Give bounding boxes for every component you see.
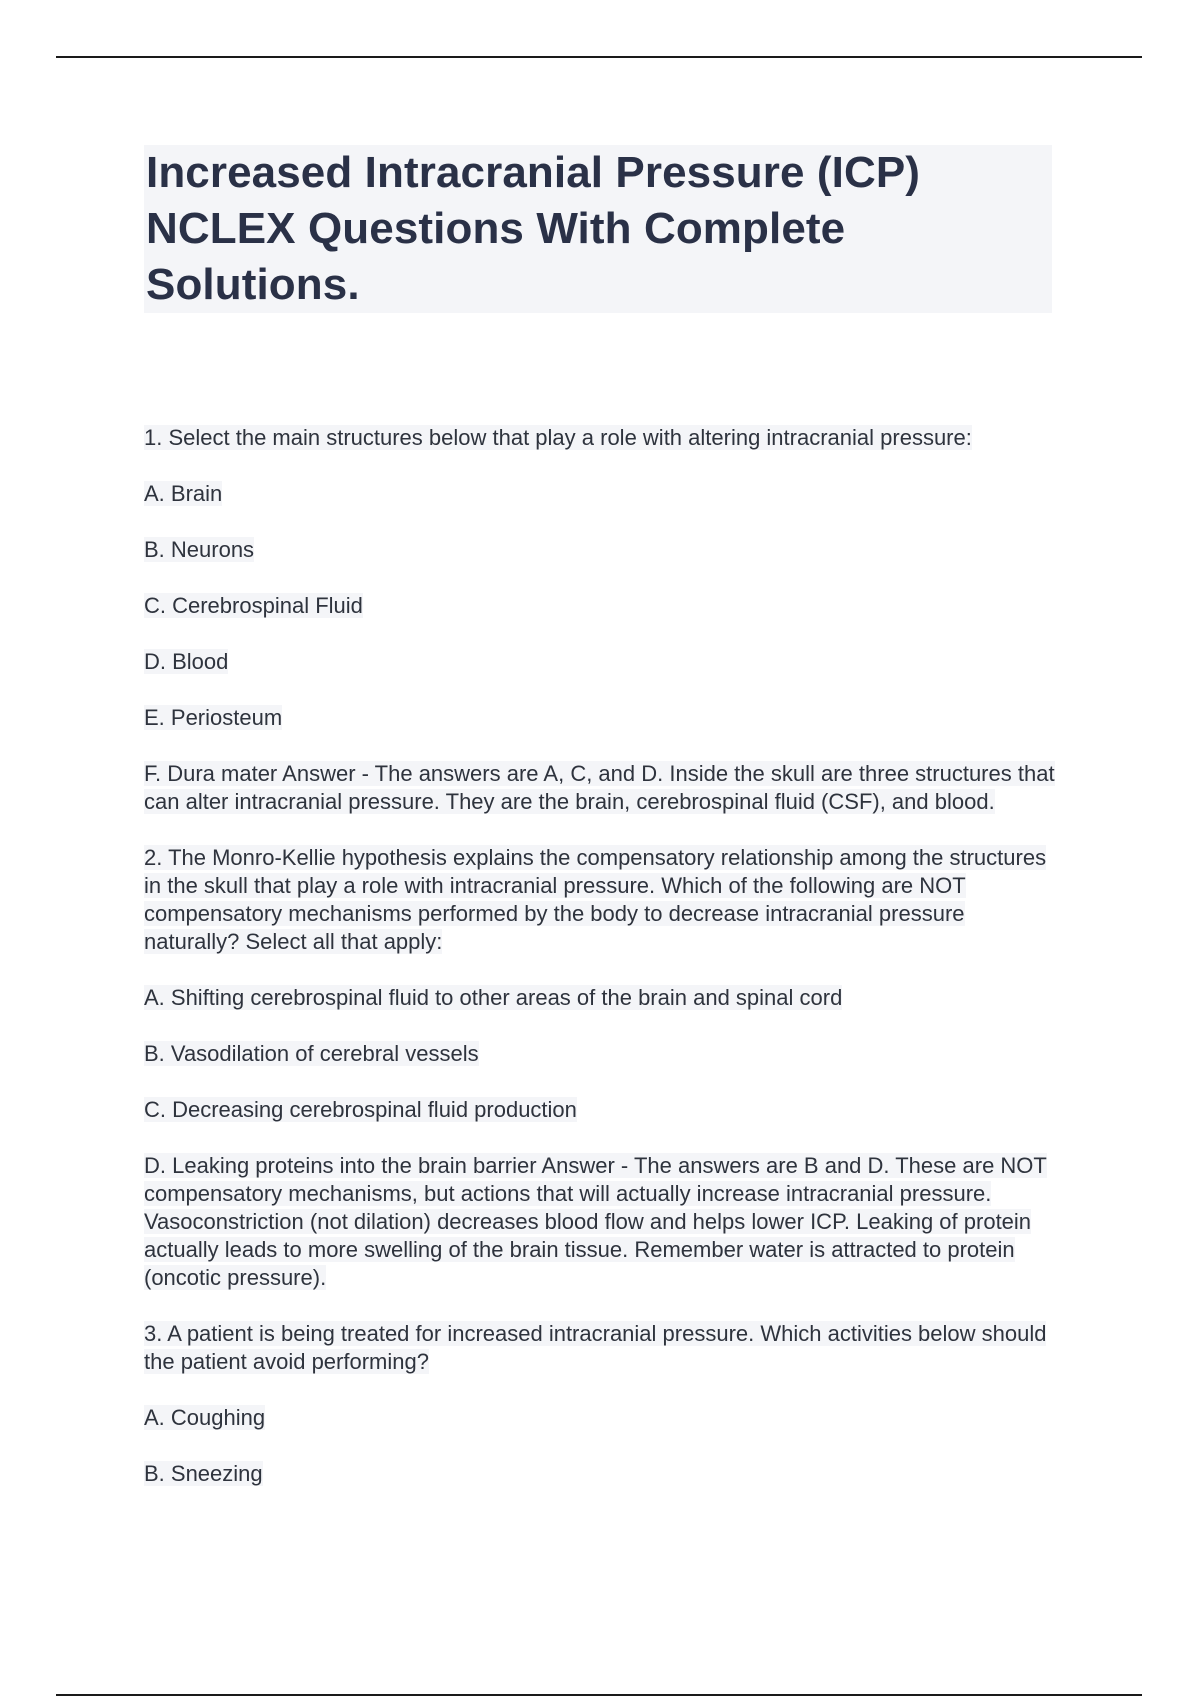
option-1c [144, 592, 1064, 620]
option-text: A. Brain [144, 481, 223, 506]
option-2b [144, 1040, 1064, 1068]
option-2c [144, 1096, 1064, 1124]
question-text: 1. Select the main structures below that play a role with altering intracranial pressure: [144, 425, 972, 450]
option-text: C. Decreasing cerebrospinal fluid production [144, 1097, 577, 1122]
answer-text: F. Dura mater Answer - The answers are A, C, and D. Inside the skull are three structures that can alter intracranial pressure. They are the brain, cerebrospinal fluid (CSF), and blood. [144, 761, 1055, 814]
page-title: Increased Intracranial Pressure (ICP) NCLEX Questions With Complete Solutions. [146, 148, 921, 309]
bottom-rule [56, 1694, 1142, 1696]
option-text: B. Sneezing [144, 1461, 263, 1486]
title-block [144, 145, 1052, 313]
question-text: 3. A patient is being treated for increased intracranial pressure. Which activities below should the patient avoid performing? [144, 1321, 1047, 1374]
option-text: B. Vasodilation of cerebral vessels [144, 1041, 479, 1066]
option-3b [144, 1460, 1064, 1488]
question-1 [144, 424, 1064, 452]
option-1b [144, 536, 1064, 564]
option-2d-answer [144, 1152, 1064, 1292]
option-text: A. Shifting cerebrospinal fluid to other areas of the brain and spinal cord [144, 985, 843, 1010]
option-2a [144, 984, 1064, 1012]
question-2 [144, 844, 1064, 956]
option-1a [144, 480, 1064, 508]
option-text: B. Neurons [144, 537, 255, 562]
top-rule [56, 56, 1142, 58]
option-1d [144, 648, 1064, 676]
option-3a [144, 1404, 1064, 1432]
question-text: 2. The Monro-Kellie hypothesis explains the compensatory relationship among the structures in the skull that play a role with intracranial pressure. Which of the following are NOT compensatory mechanisms performed by the body to decrease intracranial pressure naturally? Select all that apply: [144, 845, 1047, 954]
option-text: D. Blood [144, 649, 229, 674]
answer-text: D. Leaking proteins into the brain barrier Answer - The answers are B and D. These are NOT compensatory mechanisms, but actions that will actually increase intracranial pressure. Vasoconstriction (not dilation) decreases blood flow and helps lower ICP. Leaking of protein actually leads to more swelling of the brain tissue. Remember water is attracted to protein (oncotic pressure). [144, 1153, 1047, 1290]
option-text: A. Coughing [144, 1405, 266, 1430]
option-1f-answer [144, 760, 1064, 816]
option-text: C. Cerebrospinal Fluid [144, 593, 363, 618]
question-3 [144, 1320, 1064, 1376]
option-text: E. Periosteum [144, 705, 283, 730]
option-1e [144, 704, 1064, 732]
document-body [144, 424, 1064, 1516]
